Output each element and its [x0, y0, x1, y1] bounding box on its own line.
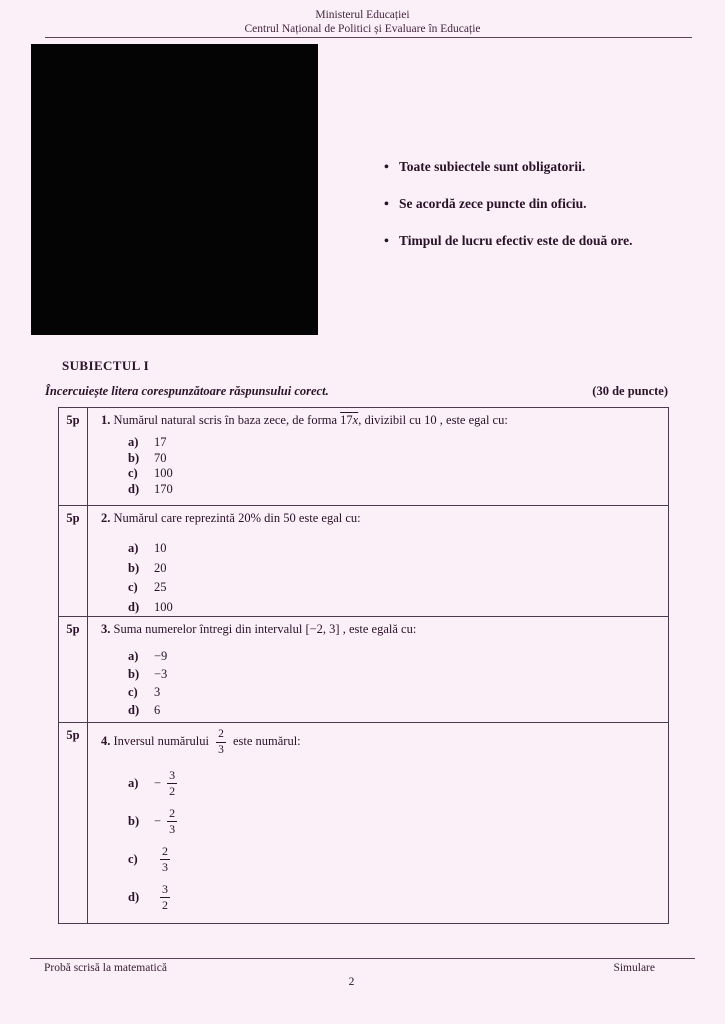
option-value: 70 — [154, 450, 167, 465]
fraction-sign: − — [154, 776, 162, 791]
option-label: d) — [128, 890, 140, 905]
notice-text: Se acordă zece puncte din oficiu. — [399, 196, 587, 211]
notice-text: Toate subiectele sunt obligatorii. — [399, 159, 586, 174]
question-row-2 — [59, 506, 668, 617]
points-cell: 5p — [59, 617, 88, 722]
question-body — [88, 723, 668, 923]
fraction-sign: − — [154, 814, 162, 829]
bullet-icon — [384, 196, 399, 212]
option-value: 17 — [154, 435, 167, 449]
option-label: a) — [128, 541, 139, 555]
fraction-numerator: 2 — [160, 845, 170, 860]
question-text: Numărul natural scris în baza zece, de forma — [113, 413, 338, 427]
option-label: b) — [128, 450, 140, 465]
option-value: 100 — [154, 466, 173, 480]
bullet-icon — [384, 159, 399, 175]
option-value: 25 — [154, 580, 167, 594]
option-a — [128, 435, 660, 451]
notice-item — [384, 233, 632, 249]
points-cell: 5p — [59, 723, 88, 923]
fraction-denominator: 2 — [169, 784, 176, 799]
math-fraction — [160, 883, 170, 912]
option-label: a) — [128, 435, 139, 449]
option-label: c) — [128, 580, 138, 594]
question-stem — [101, 728, 660, 756]
fraction-denominator: 3 — [162, 860, 168, 875]
header-line-center: Centrul Național de Politici și Evaluare în Educație — [244, 23, 481, 35]
option-label: a) — [128, 776, 139, 791]
question-row-4 — [59, 723, 668, 923]
fraction-denominator: 3 — [169, 822, 176, 837]
question-row-1 — [59, 408, 668, 506]
options-list — [128, 770, 660, 911]
question-stem — [101, 511, 660, 526]
question-number: 2. — [101, 511, 111, 525]
fraction-numerator: 2 — [167, 807, 177, 822]
option-d — [128, 884, 660, 911]
option-a — [128, 539, 660, 559]
points-cell: 5p — [59, 506, 88, 616]
math-overline — [340, 413, 358, 427]
question-number: 3. — [101, 622, 111, 636]
option-b — [128, 559, 660, 579]
option-value: −3 — [154, 667, 168, 681]
document-header — [0, 8, 725, 36]
section-title: SUBIECTUL I — [62, 358, 150, 373]
question-stem — [101, 622, 660, 637]
question-text: Suma numerelor întregi din intervalul [−2, 3] , este egală cu: — [113, 622, 417, 636]
option-a — [128, 770, 660, 797]
option-c — [128, 683, 660, 701]
footer-exam-type: Simulare — [613, 962, 655, 974]
option-a — [128, 647, 660, 665]
header-line-ministry: Ministerul Educației — [315, 9, 410, 21]
options-list — [128, 647, 660, 719]
question-number: 1. — [101, 413, 111, 427]
option-d — [128, 701, 660, 719]
options-list — [128, 539, 660, 617]
option-value: 100 — [154, 599, 173, 614]
page-number: 2 — [348, 976, 355, 988]
fraction-numerator: 3 — [160, 883, 170, 898]
overline-digits: 17 — [340, 413, 353, 427]
option-label: b) — [128, 814, 140, 829]
option-value: 10 — [154, 541, 167, 555]
math-fraction — [167, 769, 177, 798]
option-label: c) — [128, 852, 138, 867]
option-b — [128, 665, 660, 683]
redacted-image — [31, 44, 318, 335]
option-label: b) — [128, 667, 140, 681]
math-fraction — [216, 728, 226, 756]
question-text: , divizibil cu 10 , este egal cu: — [358, 413, 508, 427]
option-d — [128, 598, 660, 618]
option-value: 170 — [154, 481, 173, 496]
options-list — [128, 435, 660, 497]
notice-item — [384, 159, 632, 175]
option-c — [128, 846, 660, 873]
option-b — [128, 451, 660, 467]
option-c — [128, 466, 660, 482]
question-body — [88, 617, 668, 722]
fraction-denominator: 2 — [162, 898, 168, 913]
option-c — [128, 578, 660, 598]
bullet-icon — [384, 233, 399, 249]
question-stem — [101, 413, 660, 428]
option-value: 20 — [154, 560, 167, 575]
option-value: 6 — [154, 703, 161, 717]
question-body — [88, 506, 668, 616]
fraction-numerator: 3 — [167, 769, 177, 784]
question-row-3 — [59, 617, 668, 723]
section-points: (30 de puncte) — [592, 384, 668, 398]
question-number: 4. — [101, 734, 111, 749]
notice-item — [384, 196, 632, 212]
option-label: a) — [128, 649, 139, 663]
option-b — [128, 808, 660, 835]
option-value: 3 — [154, 685, 161, 699]
option-label: b) — [128, 560, 140, 575]
instruction-row — [45, 384, 668, 399]
instruction-text: Încercuiește litera corespunzătoare răspunsului corect. — [45, 384, 329, 398]
option-value: −9 — [154, 649, 168, 663]
option-label: d) — [128, 481, 140, 496]
points-cell: 5p — [59, 408, 88, 505]
option-label: c) — [128, 466, 138, 480]
option-d — [128, 482, 660, 498]
footer-rule — [30, 958, 695, 959]
question-text: Inversul numărului — [113, 734, 209, 749]
question-table — [58, 407, 669, 924]
notice-text: Timpul de lucru efectiv este de două ore. — [399, 233, 633, 248]
question-text: este numărul: — [232, 734, 301, 749]
option-label: d) — [128, 703, 140, 717]
math-fraction — [167, 807, 177, 836]
math-fraction — [160, 845, 170, 874]
overline-variable: x — [352, 413, 359, 427]
question-text: Numărul care reprezintă 20% din 50 este egal cu: — [113, 511, 361, 525]
header-rule — [45, 37, 692, 38]
option-label: c) — [128, 685, 138, 699]
exam-notices — [384, 159, 632, 270]
fraction-denominator: 3 — [218, 743, 224, 756]
fraction-numerator: 2 — [216, 728, 226, 743]
option-label: d) — [128, 599, 140, 614]
footer-subject: Probă scrisă la matematică — [44, 962, 167, 974]
question-body — [88, 408, 668, 505]
